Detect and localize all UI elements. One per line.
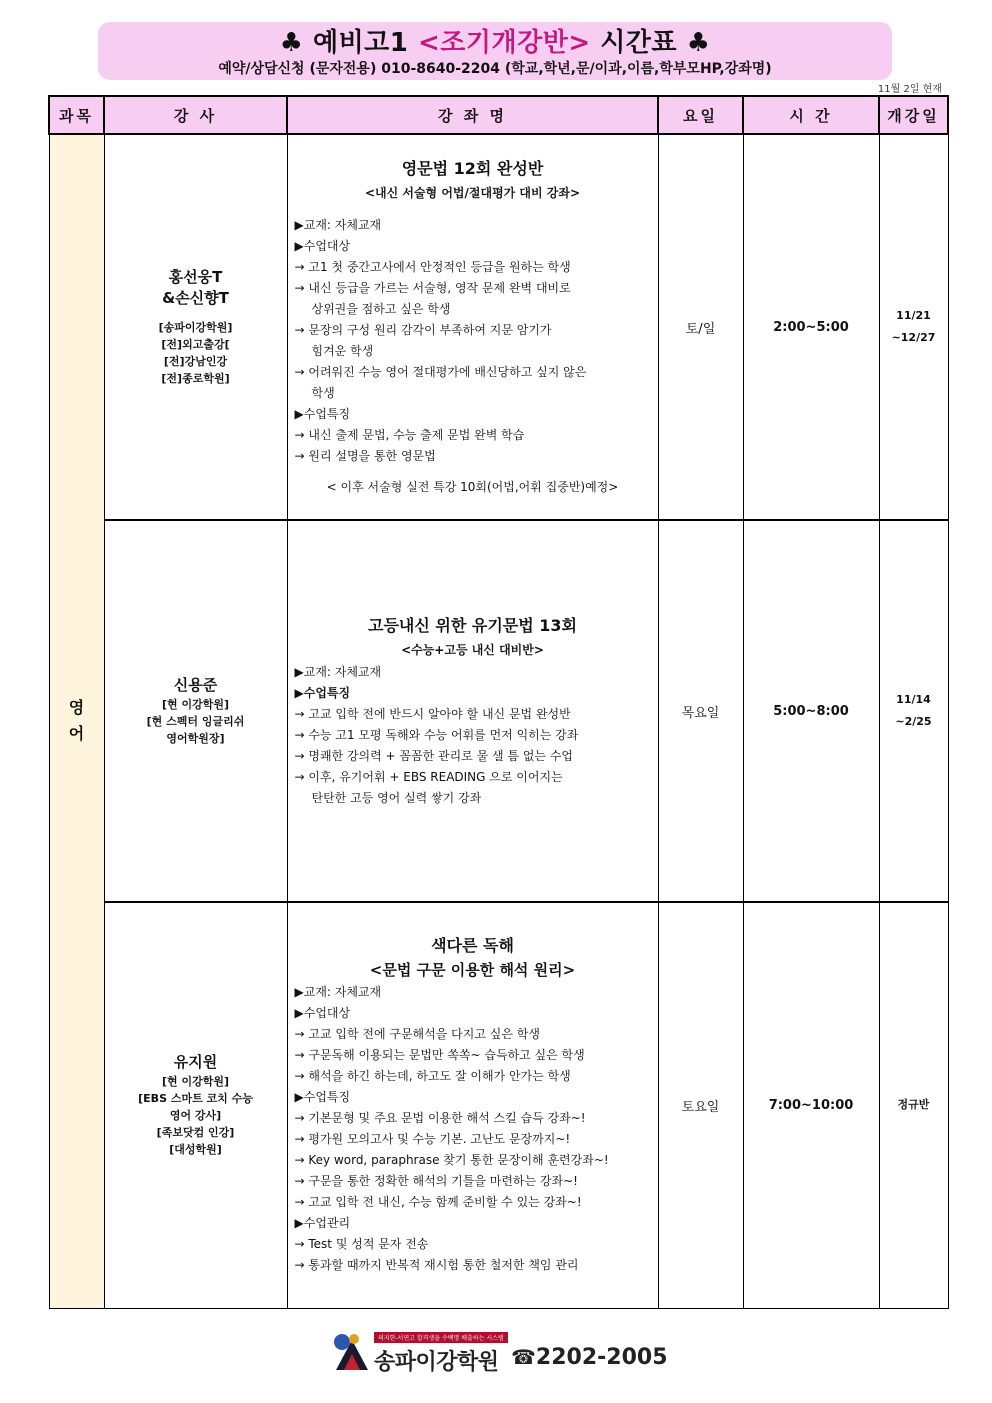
- day-cell: 토요일: [658, 902, 743, 1308]
- start-date: 11/14: [896, 693, 931, 706]
- teacher-credit: 영어 강사]: [169, 1109, 222, 1123]
- contact-line: 예약/상담신청 (문자전용) 010-8640-2204 (학교,학년,문/이과,이름,학부모HP,강좌명): [218, 61, 772, 77]
- academy-phone: [511, 1345, 668, 1370]
- course-line: → 구문독해 이용되는 문법만 쏙쏙~ 습득하고 싶은 학생: [294, 1048, 585, 1063]
- course-line: → 고1 첫 중간고사에서 안정적인 등급을 원하는 학생: [294, 259, 571, 274]
- course-line: → 평가원 모의고사 및 수능 기본. 고난도 문장까지~!: [294, 1132, 571, 1147]
- course-cell: [287, 902, 658, 1308]
- teacher-name: 유지원: [173, 1053, 218, 1072]
- course-line: 힘겨운 학생: [311, 343, 374, 358]
- course-line: → Test 및 성적 문자 전송: [294, 1237, 429, 1252]
- course-line: ▶교재: 자체교재: [294, 985, 382, 1000]
- teacher-name: 홍선웅T: [168, 268, 223, 286]
- course-title: 색다른 독해: [431, 936, 514, 956]
- as-of-date: 11월 2일 현재: [877, 84, 942, 95]
- header-subject: 과목: [49, 96, 104, 134]
- phone-number: 2202-2005: [535, 1345, 668, 1370]
- academy-logo-icon: [330, 1330, 372, 1372]
- subject-char: 영: [68, 698, 85, 718]
- teacher-credit: [송파이강학원]: [158, 321, 233, 334]
- teacher-cell: [104, 520, 287, 902]
- course-line: → 고교 입학 전 내신, 수능 함께 준비할 수 있는 강좌~!: [294, 1195, 582, 1210]
- course-cell: [287, 134, 658, 520]
- course-line: 상위권을 점하고 싶은 학생: [311, 301, 451, 316]
- course-line: → 어려워진 수능 영어 절대평가에 배신당하고 싶지 않은: [294, 364, 587, 379]
- teacher-credit: [전]강남인강: [163, 355, 228, 368]
- teacher-cell: [104, 902, 287, 1308]
- start-date: 11/21: [896, 309, 931, 322]
- start-date: 정규반: [897, 1098, 930, 1112]
- course-line: → 내신 등급을 가르는 서술형, 영작 문제 완벽 대비로: [294, 280, 571, 295]
- start-date-cell: [879, 520, 948, 902]
- course-line: → 명쾌한 강의력 + 꼼꼼한 관리로 물 샐 틈 없는 수업: [294, 748, 574, 763]
- course-cell: [287, 520, 658, 902]
- course-line: → 구문을 통한 정확한 해석의 기틀을 마련하는 강좌~!: [294, 1174, 578, 1189]
- course-subtitle: <내신 서술형 어법/절대평가 대비 강좌>: [364, 185, 581, 200]
- course-line: → 기본문형 및 주요 문법 이용한 해석 스킬 습득 강좌~!: [294, 1111, 586, 1126]
- table-row: [49, 134, 948, 520]
- course-title: 영문법 12회 완성반: [401, 158, 544, 178]
- start-date-cell: [879, 134, 948, 520]
- academy-name: 송파이강학원: [374, 1350, 499, 1375]
- course-line: 학생: [311, 385, 335, 400]
- subject-cell: [49, 134, 104, 1308]
- title-highlight: <조기개강반>: [417, 28, 591, 58]
- course-line: → 내신 출제 문법, 수능 출제 문법 완벽 학습: [294, 427, 525, 442]
- teacher-credit: [현 이강학원]: [161, 1075, 229, 1089]
- teacher-name: 신용준: [173, 676, 218, 694]
- course-note: < 이후 서술형 실전 특강 10회(어법,어휘 집중반)예정>: [326, 479, 619, 494]
- teacher-credit: [족보닷컴 인강]: [156, 1126, 235, 1140]
- header-day: 요일: [658, 96, 743, 134]
- table-row: [49, 902, 948, 1308]
- course-line: → 원리 설명을 통한 영문법: [294, 448, 436, 463]
- club-icon: ♣: [686, 28, 711, 58]
- course-line: 탄탄한 고등 영어 실력 쌓기 강좌: [311, 790, 482, 805]
- teacher-credit: [현 스펙터 잉글리쉬: [146, 715, 245, 728]
- teacher-name: &손신향T: [162, 289, 229, 307]
- teacher-credit: [전]종로학원]: [161, 372, 230, 385]
- course-subtitle: <문법 구문 이용한 해석 원리>: [369, 961, 576, 980]
- course-line: → 해석을 하긴 하는데, 하고도 잘 이해가 안가는 학생: [294, 1069, 571, 1084]
- course-line: ▶교재: 자체교재: [294, 664, 382, 679]
- course-line: ▶수업대상: [294, 1006, 351, 1021]
- course-line: ▶수업대상: [294, 238, 351, 253]
- day-cell: 목요일: [658, 520, 743, 902]
- header-start: 개강일: [879, 96, 948, 134]
- day-cell: 토/일: [658, 134, 743, 520]
- title-suffix: 시간표: [600, 28, 678, 58]
- course-line: → 고교 입학 전에 구문해석을 다지고 싶은 학생: [294, 1027, 540, 1042]
- time-cell: 2:00~5:00: [743, 134, 879, 520]
- course-line: → 문장의 구성 원리 감각이 부족하여 지문 암기가: [294, 322, 552, 337]
- teacher-credit: 영어학원장]: [166, 732, 225, 745]
- time-cell: 7:00~10:00: [743, 902, 879, 1308]
- schedule-table: [48, 95, 949, 1309]
- teacher-credit: [EBS 스마트 코치 수능: [138, 1092, 253, 1106]
- teacher-credit: [대성학원]: [169, 1143, 222, 1157]
- title-banner: [98, 22, 892, 80]
- course-subtitle: <수능+고등 내신 대비반>: [401, 642, 544, 657]
- start-date-cell: [879, 902, 948, 1308]
- course-line: → 통과할 때까지 반복적 재시험 통한 철저한 책임 관리: [294, 1258, 579, 1273]
- course-line: → 이후, 유기어휘 + EBS READING 으로 이어지는: [294, 769, 563, 784]
- page-title: [98, 27, 892, 59]
- course-line: → 고교 입학 전에 반드시 알아야 할 내신 문법 완성반: [294, 706, 571, 721]
- header-teacher: 강 사: [104, 96, 287, 134]
- course-line: ▶수업특징: [294, 685, 351, 700]
- course-line: → Key word, paraphrase 찾기 통한 문장이해 훈련강좌~!: [294, 1153, 609, 1168]
- teacher-credit: [전]외고출강[: [161, 338, 230, 351]
- course-line: ▶수업특징: [294, 406, 351, 421]
- course-line: → 수능 고1 모평 독해와 수능 어휘를 먼저 익히는 강좌: [294, 727, 579, 742]
- start-date: ~2/25: [895, 715, 932, 728]
- footer: [330, 1330, 670, 1380]
- header-course: 강 좌 명: [287, 96, 658, 134]
- title-prefix: 예비고1: [312, 28, 409, 58]
- time-cell: 5:00~8:00: [743, 520, 879, 902]
- footer-tagline: 의지한-서연고 합격생을 수백명 배출하는 시스템: [374, 1332, 508, 1343]
- start-date: ~12/27: [891, 331, 936, 344]
- teacher-cell: [104, 134, 287, 520]
- header-time: 시 간: [743, 96, 879, 134]
- phone-icon: ☎: [511, 1345, 536, 1369]
- subject-char: 어: [68, 724, 85, 744]
- course-line: ▶교재: 자체교재: [294, 217, 382, 232]
- course-line: ▶수업특징: [294, 1090, 351, 1105]
- course-title: 고등내신 위한 유기문법 13회: [368, 615, 577, 635]
- teacher-credit: [현 이강학원]: [161, 698, 229, 711]
- table-row: [49, 520, 948, 902]
- club-icon: ♣: [279, 28, 304, 58]
- course-line: ▶수업관리: [294, 1216, 351, 1231]
